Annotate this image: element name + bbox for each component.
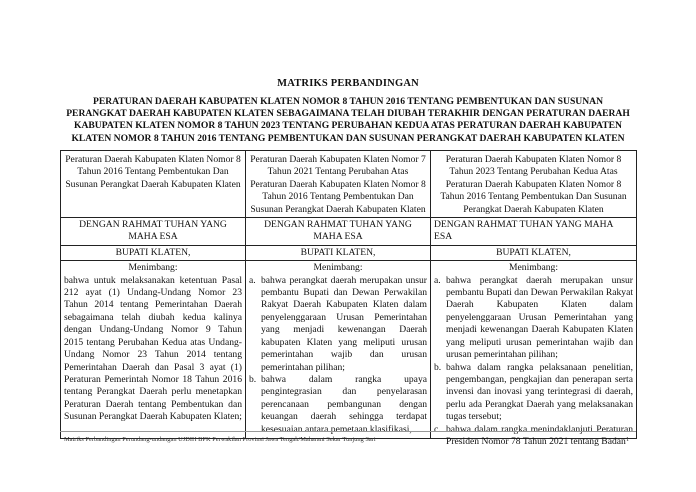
item-text: bahwa perangkat daerah merupakan unsur pembantu Bupati dan Dewan Perwakilan Rakyat Daerah Kabupaten Klaten dalam penyelenggaraan Urusan Pemerintahan yang menjadi kewenangan Daerah Kabupaten Klaten yang meliputi urusan pemerintahan wajib dan urusan pemerintahan pilihan; — [446, 274, 633, 361]
rahmat-text-3: DENGAN RAHMAT TUHAN YANG MAHA ESA — [431, 218, 637, 246]
list-item — [434, 362, 633, 424]
list-item — [249, 374, 427, 436]
document-title: MATRIKS PERBANDINGAN — [277, 78, 419, 89]
list-item — [434, 275, 633, 362]
item-letter: b. — [249, 373, 257, 385]
table-row-bupati — [61, 245, 637, 260]
list-item — [434, 424, 633, 449]
bupati-text-3: BUPATI KLATEN, — [431, 245, 637, 260]
footer-divider — [60, 431, 636, 432]
menimbang-cell-1 — [61, 261, 246, 439]
column-header-1: Peraturan Daerah Kabupaten Klaten Nomor 8 Tahun 2016 Tentang Pembentukan Dan Susunan Perangkat Daerah Kabupaten Klaten — [61, 151, 246, 218]
item-letter: b. — [434, 361, 442, 373]
menimbang-label-1: Menimbang: — [128, 262, 178, 274]
bupati-text-2: BUPATI KLATEN, — [246, 245, 431, 260]
footer-text: Matriks Perbandingan Perundang-undangan UJDIH BPK Perwakilan Provinsi Jawa Tengah/Maharani Sekar Tunjung Sari — [64, 436, 376, 443]
menimbang-label-2: Menimbang: — [313, 262, 363, 274]
menimbang-label-3: Menimbang: — [508, 262, 559, 274]
column-header-2: Peraturan Daerah Kabupaten Klaten Nomor 7 Tahun 2021 Tentang Perubahan Atas Peraturan Daerah Kabupaten Klaten Nomor 8 Tahun 2016 Tentang Pembentukan Dan Susunan Perangkat Daerah Kabupaten Klaten — [246, 151, 431, 218]
bupati-text-1: BUPATI KLATEN, — [61, 245, 246, 260]
item-letter: c. — [434, 423, 441, 435]
column-header-3: Peraturan Daerah Kabupaten Klaten Nomor 8 Tahun 2023 Tentang Perubahan Kedua Atas Peraturan Daerah Kabupaten Klaten Nomor 8 Tahun 2016 Tentang Pembentukan Dan Susunan Perangkat Daerah Kabupaten Klaten — [431, 151, 637, 218]
menimbang-cell-2 — [246, 261, 431, 439]
item-letter: a. — [434, 274, 441, 286]
item-text: bahwa dalam rangka pelaksanaan penelitian, pengembangan, pengkajian dan penerapan serta invensi dan inovasi yang terintegrasi di daerah, perlu ada Perangkat Daerah yang melaksanakan tugas tersebut; — [446, 361, 633, 423]
table-row-menimbang — [61, 261, 637, 439]
item-letter: a. — [249, 274, 256, 286]
item-text: bahwa dalam rangka upaya pengintegrasian dan penyelarasan perencanaan pembangunan dengan keuangan daerah sehingga terdapat kesesuaian antara pemetaan klasifikasi, — [261, 373, 427, 435]
menimbang-paragraph-1: bahwa untuk melaksanakan ketentuan Pasal 212 ayat (1) Undang-Undang Nomor 23 Tahun 2014 tentang Pemerintahan Daerah sebagaimana telah diubah kedua kalinya dengan Undang-Undang Nomor 9 Tahun 2015 tentang Perubahan Kedua atas Undang-Undang Nomor 23 Tahun 2014 tentang Pemerintahan Daerah dan Pasal 3 ayat (1) Peraturan Pemerintah Nomor 18 Tahun 2016 tentang Perangkat Daerah perlu menetapkan Peraturan Daerah tentang Pembentukan dan Susunan Perangkat Daerah Kabupaten Klaten; — [64, 274, 242, 423]
table-row-headers — [61, 151, 637, 218]
table-row-rahmat — [61, 218, 637, 246]
item-text: bahwa perangkat daerah merupakan unsur pembantu Bupati dan Dewan Perwakilan Rakyat Daerah Kabupaten Klaten dalam penyelenggaraan Urusan Pemerintahan yang menjadi kewenangan Daerah kabupaten Klaten yang meliputi urusan pemerintahan wajib dan urusan pemerintahan pilihan; — [261, 274, 427, 373]
list-item — [249, 275, 427, 374]
rahmat-text-1: DENGAN RAHMAT TUHAN YANG MAHA ESA — [61, 218, 246, 246]
page-number: 1 — [626, 436, 630, 443]
document-subtitle: PERATURAN DAERAH KABUPATEN KLATEN NOMOR 8 TAHUN 2016 TENTANG PEMBENTUKAN DAN SUSUNAN PERANGKAT DAERAH KABUPATEN KLATEN SEBAGAIMANA TELAH DIUBAH TERAKHIR DENGAN PERATURAN DAERAH KABUPATEN KLATEN NOMOR 8 TAHUN 2023 TENTANG PERUBAHAN KEDUA ATAS PERATURAN DAERAH KABUPATEN KLATEN NOMOR 8 TAHUN 2016 TENTANG PEMBENTUKAN DAN SUSUNAN PERANGKAT DAERAH KABUPATEN KLATEN — [66, 96, 630, 144]
menimbang-cell-3 — [431, 261, 637, 447]
rahmat-text-2: DENGAN RAHMAT TUHAN YANG MAHA ESA — [246, 218, 431, 246]
item-text: bahwa dalam rangka menindaklanjuti Peraturan Presiden Nomor 78 Tahun 2021 tentang Badan — [446, 423, 633, 447]
